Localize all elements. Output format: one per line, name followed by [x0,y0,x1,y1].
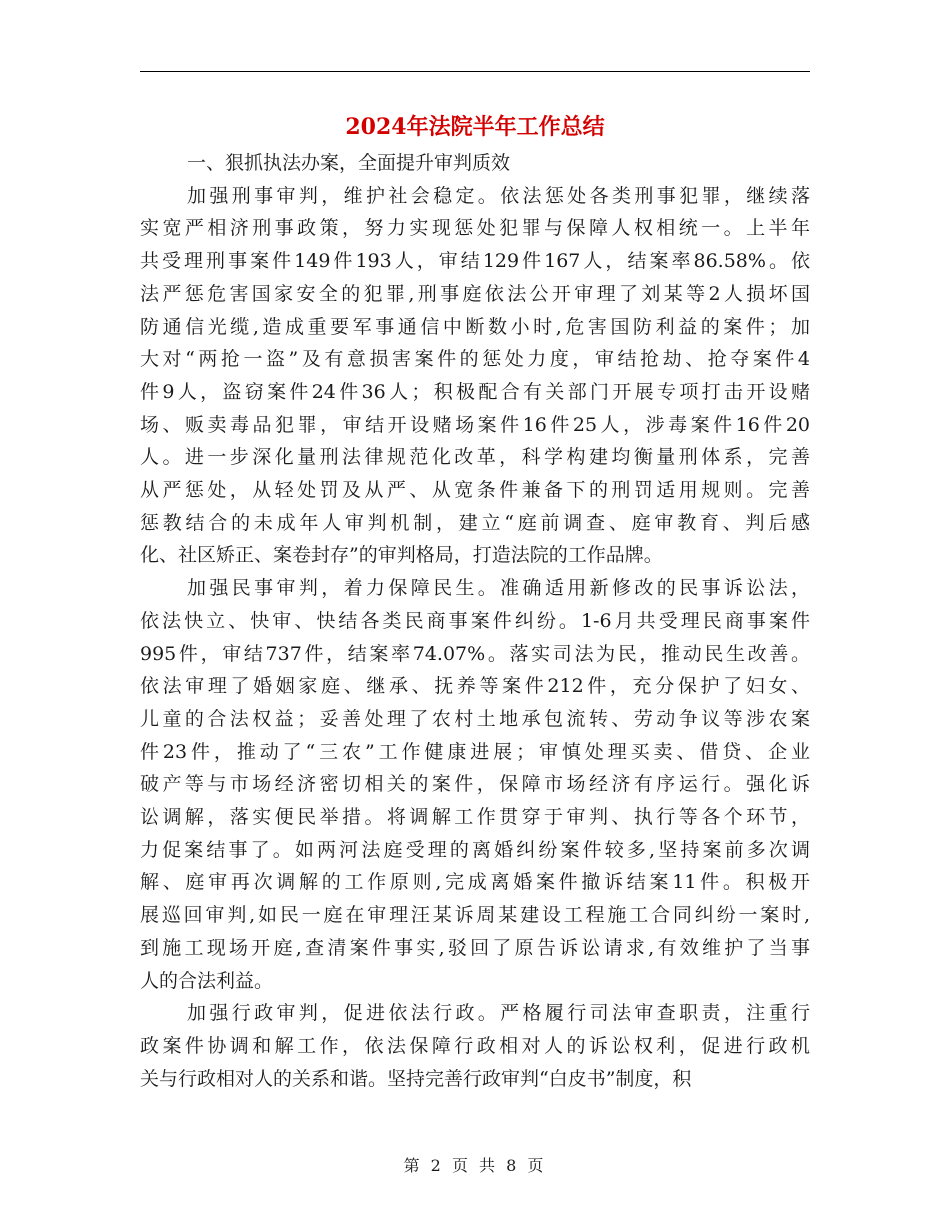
paragraph-line: 防通信光缆,造成重要军事通信中断数小时,危害国防利益的案件；加 [140,315,810,338]
page-footer: 第 2 页 共 8 页 [403,1156,547,1175]
document-body [140,147,810,1095]
paragraph-line: 到施工现场开庭,查清案件事实,驳回了原告诉讼请求,有效维护了当事 [140,936,810,959]
paragraph-line: 依法审理了婚姻家庭、继承、抚养等案件212件，充分保护了妇女、 [140,675,810,698]
paragraph-line: 化、社区矫正、案卷封存”的审判格局，打造法院的工作品牌。 [140,544,663,567]
paragraph-line: 法严惩危害国家安全的犯罪,刑事庭依法公开审理了刘某等2人损坏国 [140,282,810,305]
paragraph-line: 政案件协调和解工作，依法保障行政相对人的诉讼权利，促进行政机 [140,1034,810,1057]
header-rule [140,71,810,72]
paragraph-line: 件23件，推动了“三农”工作健康进展；审慎处理买卖、借贷、企业 [140,740,810,763]
paragraph-line: 依法快立、快审、快结各类民商事案件纠纷。1-6月共受理民商事案件 [140,609,810,632]
paragraph-line: 995件，审结737件，结案率74.07%。落实司法为民，推动民生改善。 [140,642,810,665]
paragraph-line: 人的合法利益。 [140,969,274,992]
paragraph-line: 加强刑事审判，维护社会稳定。依法惩处各类刑事犯罪，继续落 [187,184,810,207]
paragraph-line: 加强行政审判，促进依法行政。严格履行司法审查职责，注重行 [187,1002,810,1025]
paragraph-line: 破产等与市场经济密切相关的案件，保障市场经济有序运行。强化诉 [140,773,810,796]
paragraph-line: 场、贩卖毒品犯罪，审结开设赌场案件16件25人，涉毒案件16件20 [140,413,810,436]
paragraph-line: 从严惩处，从轻处罚及从严、从宽条件兼备下的刑罚适用规则。完善 [140,479,810,502]
document-title: 2024年法院半年工作总结 [345,114,605,140]
paragraph-line: 关与行政相对人的关系和谐。坚持完善行政审判“白皮书”制度，积 [140,1067,692,1090]
paragraph-line: 人。进一步深化量刑法律规范化改革，科学构建均衡量刑体系，完善 [140,446,810,469]
paragraph-line: 件9人，盗窃案件24件36人；积极配合有关部门开展专项打击开设赌 [140,380,810,403]
paragraph-line: 展巡回审判,如民一庭在审理汪某诉周某建设工程施工合同纠纷一案时, [140,904,810,927]
paragraph-line: 解、庭审再次调解的工作原则,完成离婚案件撤诉结案11件。积极开 [140,871,810,894]
paragraph-line: 儿童的合法权益；妥善处理了农村土地承包流转、劳动争议等涉农案 [140,707,810,730]
paragraph-line: 力促案结事了。如两河法庭受理的离婚纠纷案件较多,坚持案前多次调 [140,838,810,861]
paragraph-line: 共受理刑事案件149件193人，审结129件167人，结案率86.58%。依 [140,250,810,273]
paragraphs-container [140,180,810,1096]
section-heading: 一、狠抓执法办案，全面提升审判质效 [187,152,511,174]
paragraph [140,572,810,997]
paragraph-line: 大对“两抢一盗”及有意损害案件的惩处力度，审结抢劫、抢夺案件4 [140,348,810,371]
paragraph-line: 实宽严相济刑事政策，努力实现惩处犯罪与保障人权相统一。上半年 [140,217,810,240]
paragraph-line: 讼调解，落实便民举措。将调解工作贯穿于审判、执行等各个环节， [140,806,810,829]
paragraph-line: 惩教结合的未成年人审判机制，建立“庭前调查、庭审教育、判后感 [140,511,810,534]
paragraph-line: 加强民事审判，着力保障民生。准确适用新修改的民事诉讼法， [187,577,810,600]
paragraph [140,180,810,572]
paragraph [140,997,810,1095]
